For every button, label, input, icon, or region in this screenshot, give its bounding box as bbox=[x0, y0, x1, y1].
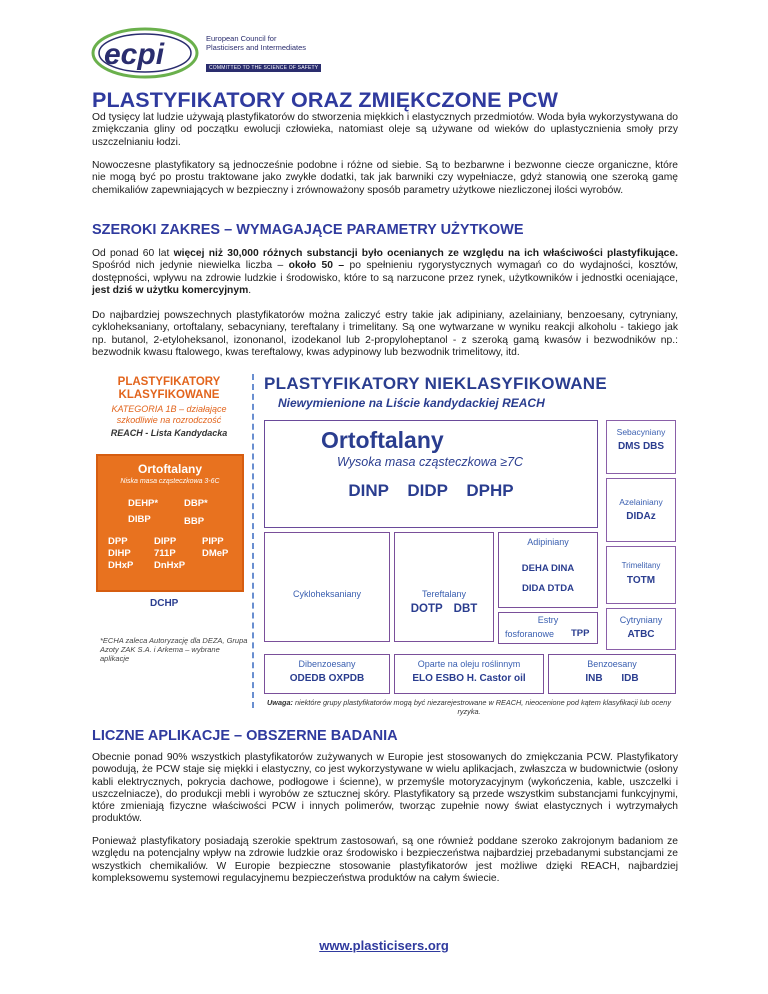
orto-subtitle: Wysoka masa cząsteczkowa ≥7C bbox=[337, 455, 524, 469]
ecpi-logo bbox=[90, 24, 330, 82]
logo-tagline: COMMITTED TO THE SCIENCE OF SAFETY bbox=[206, 64, 321, 72]
substance-711p: 711P bbox=[154, 548, 176, 559]
section2-paragraph-2: Ponieważ plastyfikatory posiadają szerokie spektrum zastosowań, są one również poddane szeroko zakrojonym badaniom ze względu na potencjalny wpływ na zdrowie ludzkie oraz środowisko i bezpieczeństwa najbardziej przebadanymi substancjami ze wszystkich chemikaliów. W Europie bezpieczne stosowanie plastyfikatorów jest możliwe dzięki REACH, najbardziej kompleksowemu systemowi regulacyjnemu bezpieczeństwa produktów na całym świecie. bbox=[92, 836, 678, 884]
substance-dpp: DPP bbox=[108, 536, 128, 547]
section2-paragraph-1: Obecnie ponad 90% wszystkich plastyfikatorów zużywanych w Europie jest stosowanych do zmiękczania PCW. Plastyfikatory powodują, że PCW staje się miękki i elastyczny, co jest wykorzystywane w wielu aplikacjach, zwłaszcza w budownictwie (osłony kabli elektrycznych, pokrycia dachowe, podłogowe i ścienne), w przemyśle motoryzacyjnym (wykończenia, kable, uszczelki i uszczelniacze), do produkcji mebli i wyrobów ze sztucznej skóry. Plastyfikatory są przede wszystkim substancjami funkcyjnymi, które zmieniają fizyczne właściwości PCW i innych polimerów, tworząc zupełnie nowy świat elastycznych i wytrzymałych produktów. bbox=[92, 752, 678, 825]
website-link[interactable]: www.plasticisers.org bbox=[319, 938, 449, 953]
sebacates-label: Sebacyniany bbox=[616, 427, 666, 437]
substance-pipp: PIPP bbox=[202, 536, 224, 547]
high-mw-orthophthalates-box bbox=[264, 420, 598, 528]
substance-dnhxp: DnHxP bbox=[154, 560, 186, 571]
substance-dmep: DMeP bbox=[202, 548, 229, 559]
substance-dhxp: DHxP bbox=[108, 560, 134, 571]
orange-box-subtitle: Niska masa cząsteczkowa 3-6C bbox=[120, 478, 220, 485]
substance-dibp: DIBP bbox=[128, 514, 151, 525]
terephthalates-items: DOTP DBT bbox=[410, 603, 478, 615]
classified-reach: REACH - Lista Kandydacka bbox=[110, 428, 228, 438]
orange-box-title: Ortoftalany bbox=[137, 462, 202, 476]
substance-dehp: DEHP* bbox=[128, 498, 159, 509]
substance-dchp: DCHP bbox=[150, 598, 179, 609]
plasticisers-infographic bbox=[92, 372, 678, 720]
dibenzoates-label: Dibenzoesany bbox=[298, 659, 356, 669]
vegetable-oil-box bbox=[394, 654, 544, 694]
phosphate-items: TPP bbox=[571, 628, 590, 639]
phosphate-label-2: fosforanowe bbox=[505, 629, 555, 639]
adipates-box bbox=[498, 532, 598, 608]
dibenzoates-box bbox=[264, 654, 390, 694]
dibenzoates-items: ODEDB OXPDB bbox=[289, 673, 365, 684]
section-heading-applications: LICZNE APLIKACJE – OBSZERNE BADANIA bbox=[92, 728, 398, 744]
phosphate-esters-box bbox=[498, 612, 598, 644]
adipates-items-2: DIDA DTDA bbox=[522, 583, 574, 594]
section1-paragraph-1: Od ponad 60 lat więcej niż 30,000 różnych substancji było ocenianych ze względu na ich właściwości plastyfikujące. Spośród nich jedynie niewielka liczba – około 50 – po spełnieniu rygorystycznych wymagań co do wydajności, kosztów, dostępności, wpływu na zdrowie ludzkie i środowisko, które to są narzucone przez rynek, użytkowników i jednostki oceniające, jest dziś w użytku komercyjnym. bbox=[92, 248, 678, 296]
terephthalates-box bbox=[394, 532, 494, 642]
section-heading-range: SZEROKI ZAKRES – WYMAGAJĄCE PARAMETRY UŻYTKOWE bbox=[92, 222, 524, 238]
section1-paragraph-2: Do najbardziej powszechnych plastyfikatorów można zaliczyć estry takie jak adipiniany, azelainiany, benzoesany, cytryniany, cykloheksaniany, ortoftalany, sebacyniany, tereftalany i trimelitany. Są one wytwarzane w wyniku reakcji alkoholu - takiego jak np. butanol, 2-etyloheksanol, izononanol, izodekanol lub 2-propyloheptanol - z szeroką gamą kwasów i bezwodników np.: bezwodnik kwasu ftalowego, kwas tereftalowy, kwas adypinowy lub bezwodnik trimelitowy, itd. bbox=[92, 310, 678, 358]
cyclohexanoates-box bbox=[264, 532, 390, 642]
logo-ring-icon bbox=[90, 24, 200, 82]
logo-org-name: European Council for Plasticisers and Intermediates bbox=[206, 34, 307, 52]
adipates-items-1: DEHA DINA bbox=[521, 563, 575, 574]
unclassified-subtitle: Niewymienione na Liście kandydackiej REACH bbox=[278, 396, 545, 410]
divider-line bbox=[252, 374, 254, 708]
orto-substances: DINP DIDP DPHP bbox=[348, 481, 514, 500]
infographic-note: Uwaga: niektóre grupy plastyfikatorów mogą być niezarejestrowane w REACH, nieocenione pod kątem klasyfikacji lub oceny ryzyka. bbox=[267, 698, 671, 716]
unclassified-title: PLASTYFIKATORY NIEKLASYFIKOWANE bbox=[264, 374, 608, 393]
orto-title: Ortoftalany bbox=[321, 427, 444, 453]
low-mw-orthophthalates-box bbox=[96, 454, 244, 592]
intro-paragraph-1: Od tysięcy lat ludzie używają plastyfikatorów do stworzenia miękkich i elastycznych przedmiotów. Woda była wykorzystywana do zmiękczania gliny od początku ewolucji człowieka, natomiast oleje są używane od wieków do uplastycznienia smoły przy uszczelnianiu łodzi. bbox=[92, 112, 678, 148]
cyclohexanoates-label: Cykloheksaniany bbox=[292, 589, 362, 599]
azelates-label: Azelainiany bbox=[619, 497, 663, 507]
citrates-items: ATBC bbox=[627, 629, 655, 640]
vegetable-oil-items: ELO ESBO H. Castor oil bbox=[412, 673, 526, 684]
benzoates-box bbox=[548, 654, 676, 694]
echa-note: *ECHA zaleca Autoryzację dla DEZA, Grupa Azoty ZAK S.A. i Arkema – wybrane aplikacje bbox=[100, 636, 248, 663]
substance-dbp: DBP* bbox=[184, 498, 208, 509]
azelates-box bbox=[606, 478, 676, 542]
trimellitates-items: TOTM bbox=[626, 575, 656, 586]
substance-dihp: DIHP bbox=[108, 548, 131, 559]
trimellitates-box bbox=[606, 546, 676, 604]
trimellitates-label: Trimelitany bbox=[621, 561, 661, 570]
classified-category: KATEGORIA 1B – działające szkodliwie na rozrodczość bbox=[111, 404, 227, 425]
substance-dipp: DIPP bbox=[154, 536, 177, 547]
sebacates-box bbox=[606, 420, 676, 474]
vegetable-oil-label: Oparte na oleju roślinnym bbox=[417, 659, 521, 669]
phosphate-label-1: Estry bbox=[537, 615, 559, 625]
benzoates-label: Benzoesany bbox=[587, 659, 637, 669]
intro-paragraph-2: Nowoczesne plastyfikatory są jednocześnie podobne i różne od siebie. Są to bezbarwne i bezwonne ciecze organiczne, które nie mogą być po prostu traktowane jako zwykłe dodatki, tak jak barwniki czy wypełniacze, gdyż stanowią one szeroką gamę chemikaliów zapewniających w bezpieczny i zrównoważony sposób parametry użytkowe niezliczonej ilości wyrobów. bbox=[92, 160, 678, 196]
terephthalates-label: Tereftalany bbox=[421, 589, 467, 599]
substance-bbp: BBP bbox=[184, 516, 205, 527]
sebacates-items: DMS DBS bbox=[617, 441, 665, 452]
benzoates-items: INB IDB bbox=[585, 673, 639, 684]
page-title: PLASTYFIKATORY ORAZ ZMIĘKCZONE PCW bbox=[92, 88, 559, 112]
azelates-items: DIDAz bbox=[626, 511, 656, 522]
citrates-box bbox=[606, 608, 676, 650]
classified-title: PLASTYFIKATORY KLASYFIKOWANE bbox=[117, 376, 221, 401]
logo-letters: ecpi bbox=[104, 38, 165, 71]
citrates-label: Cytryniany bbox=[619, 615, 663, 625]
adipates-label: Adipiniany bbox=[527, 537, 569, 547]
